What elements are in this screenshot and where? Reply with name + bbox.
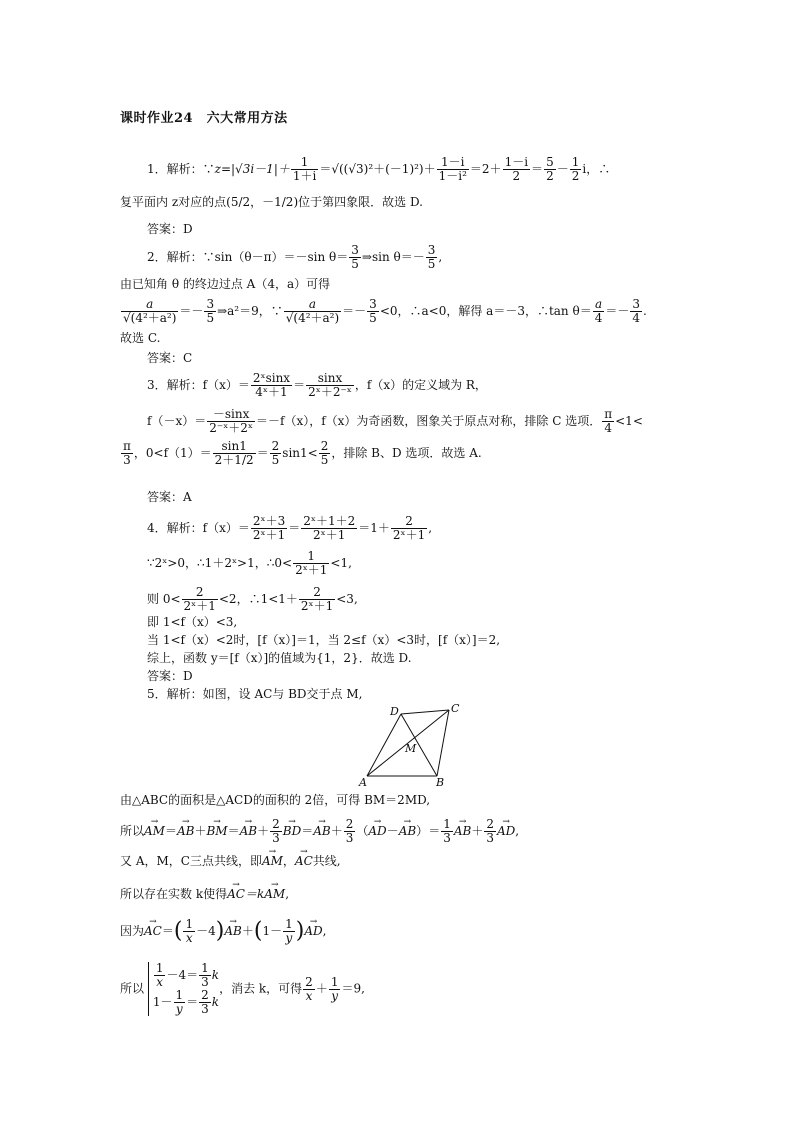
q5-line2: 由△ABC的面积是△ACD的面积的 2倍，可得 BM＝2MD, [120,793,431,807]
q3-line2: f（－x）＝ $\frac{-\sin x}{\text{2⁻ˣ＋2ˣ}}$ ＝－f（x），f（x）为奇函数，图象关于原点对称，排除 C 选项． $\frac{\pi}{4}$ <1< [147,407,643,435]
label-b: B [436,776,445,789]
q1-line1: 1．解析：∵z=|√3i－1|＋ $\frac{1}{1+i}$ ＝√((√3)²＋(－1)²)＋ $\frac{1-i}{\text{1－i²}}$ ＝2＋ $\frac{1-i}{2}$ ＝ $\frac{5}{2}$ － $\frac{1}{2}$ i，∴ [147,155,611,183]
q4-line3: 则 0< $\frac{2}{\text{2ˣ＋1}}$ <2，∴1<1＋ $\frac{2}{\text{2ˣ＋1}}$ <3, [147,585,358,613]
q1-frac4: $\frac{5}{2}$ [546,155,554,183]
q1-expr: z=|√3i－1|＋ [214,162,290,176]
q5-line4: 又 A，M，C三点共线，即→ AM，→ AC共线, [120,853,341,869]
q4-line6: 综上，函数 y＝[f（x）]的值域为{1，2}．故选 D. [147,651,412,665]
q1-frac3: $\frac{1-i}{2}$ [504,155,529,183]
q1-line2: 复平面内 z对应的点(5/2，－1/2)位于第四象限．故选 D. [120,195,423,209]
label-c: C [451,702,460,715]
q2-line4: 故选 C. [120,331,161,345]
q2-line3: $\frac{a}{\text{√(4²＋a²)}}$ ＝－ $\frac{3}{5}$ ⇒a²＝9，∵ $\frac{a}{\text{√(4²＋a²)}}$ ＝－ $\frac{3}{5}$ <0，∴a<0，解得 a＝－3，∴tan θ＝ $\frac{a}{4}$ ＝－ $\frac{3}{4}$ . [123,297,647,325]
equation-system: $\frac{1}{x}$ －4＝ $\frac{1}{3}$ k 1－ $\frac{1}{y}$ ＝ $\frac{2}{3}$ k [148,962,219,1016]
label-m: M [405,742,417,755]
parallelogram-figure [355,700,465,790]
q4-line1: 4．解析：f（x）＝ $\frac{\text{2ˣ＋3}}{\text{2ˣ＋1}}$ ＝ $\frac{\text{2ˣ＋1＋2}}{\text{2ˣ＋1}}$ ＝1＋ $\frac{2}{\text{2ˣ＋1}}$ , [147,514,433,542]
q3-line3: $\frac{\pi}{3}$ ，0<f（1）＝ $\frac{\sin 1}{2+1/2}$ ＝ $\frac{2}{5}$ sin1< $\frac{2}{5}$ ，排除 B、D 选项．故选 A. [123,439,482,467]
answer-4: 答案：D [147,669,193,683]
q5-line3: 所以→ AM＝→ AB＋→ BM＝→ AB＋ $\frac{2}{3}$ → BD＝→ AB＋ $\frac{2}{3}$ （→ AD－→ AB）＝ $\frac{1}{3}$ → AB＋ $\frac{2}{3}$ → AD, [120,818,519,845]
answer-1: 答案：D [147,222,193,236]
q2-line2: 由已知角 θ 的终边过点 A（4，a）可得 [120,277,331,291]
q4-line2: ∵2ˣ>0，∴1＋2ˣ>1，∴0< $\frac{1}{\text{2ˣ＋1}}$ <1, [147,549,352,577]
q2-line1: 2．解析：∵sin（θ－π）＝－sin θ＝ $\frac{3}{5}$ ⇒sin θ＝－ $\frac{3}{5}$ , [147,243,443,271]
q5-line7: 所以 $\frac{1}{x}$ －4＝ $\frac{1}{3}$ k 1－ $\frac{1}{y}$ ＝ $\frac{2}{3}$ k ，消去 k，可得 $\frac{2}{x}$ ＋ $\frac{1}{y}$ ＝9, [120,961,365,1016]
edge-bc [437,710,449,776]
page-title: 课时作业24 六大常用方法 [120,111,288,126]
label-a: A [359,776,367,789]
answer-3: 答案：A [147,490,192,504]
q1-label: 1．解析：∵ [147,162,215,176]
edge-da [367,714,401,776]
q4-line5: 当 1<f（x）<2时，[f（x）]＝1，当 2≤f（x）<3时，[f（x）]＝2, [147,633,501,647]
q4-line4: 即 1<f（x）<3, [147,615,238,629]
q1-frac1: $\frac{1}{1+i}$ [292,155,317,183]
q5-line1: 5．解析：如图，设 AC与 BD交于点 M, [147,687,363,701]
q1-sqrt: ＝√((√3)²＋(－1)²)＋ [319,162,436,176]
q3-line1: 3．解析：f（x）＝ $\frac{\text{2ˣsinx}}{\text{4ˣ＋1}}$ ＝ $\frac{\sin x}{\text{2ˣ＋2⁻ˣ}}$ ，f（x）的定义域为 R， [147,371,487,399]
edge-cd [401,710,449,714]
q1-frac2: $\frac{1-i}{\text{1－i²}}$ [438,155,467,183]
label-d: D [390,705,399,718]
q5-line5: 所以存在实数 k使得→ AC＝k→ AM, [120,886,289,902]
q5-line6: 因为→ AC＝( $\frac{1}{x}$ －4)→ AB＋(1－ $\frac{1}{y}$ )→ AD, [120,918,326,945]
answer-2: 答案：C [147,351,193,365]
q1-frac5: $\frac{1}{2}$ [571,155,580,183]
